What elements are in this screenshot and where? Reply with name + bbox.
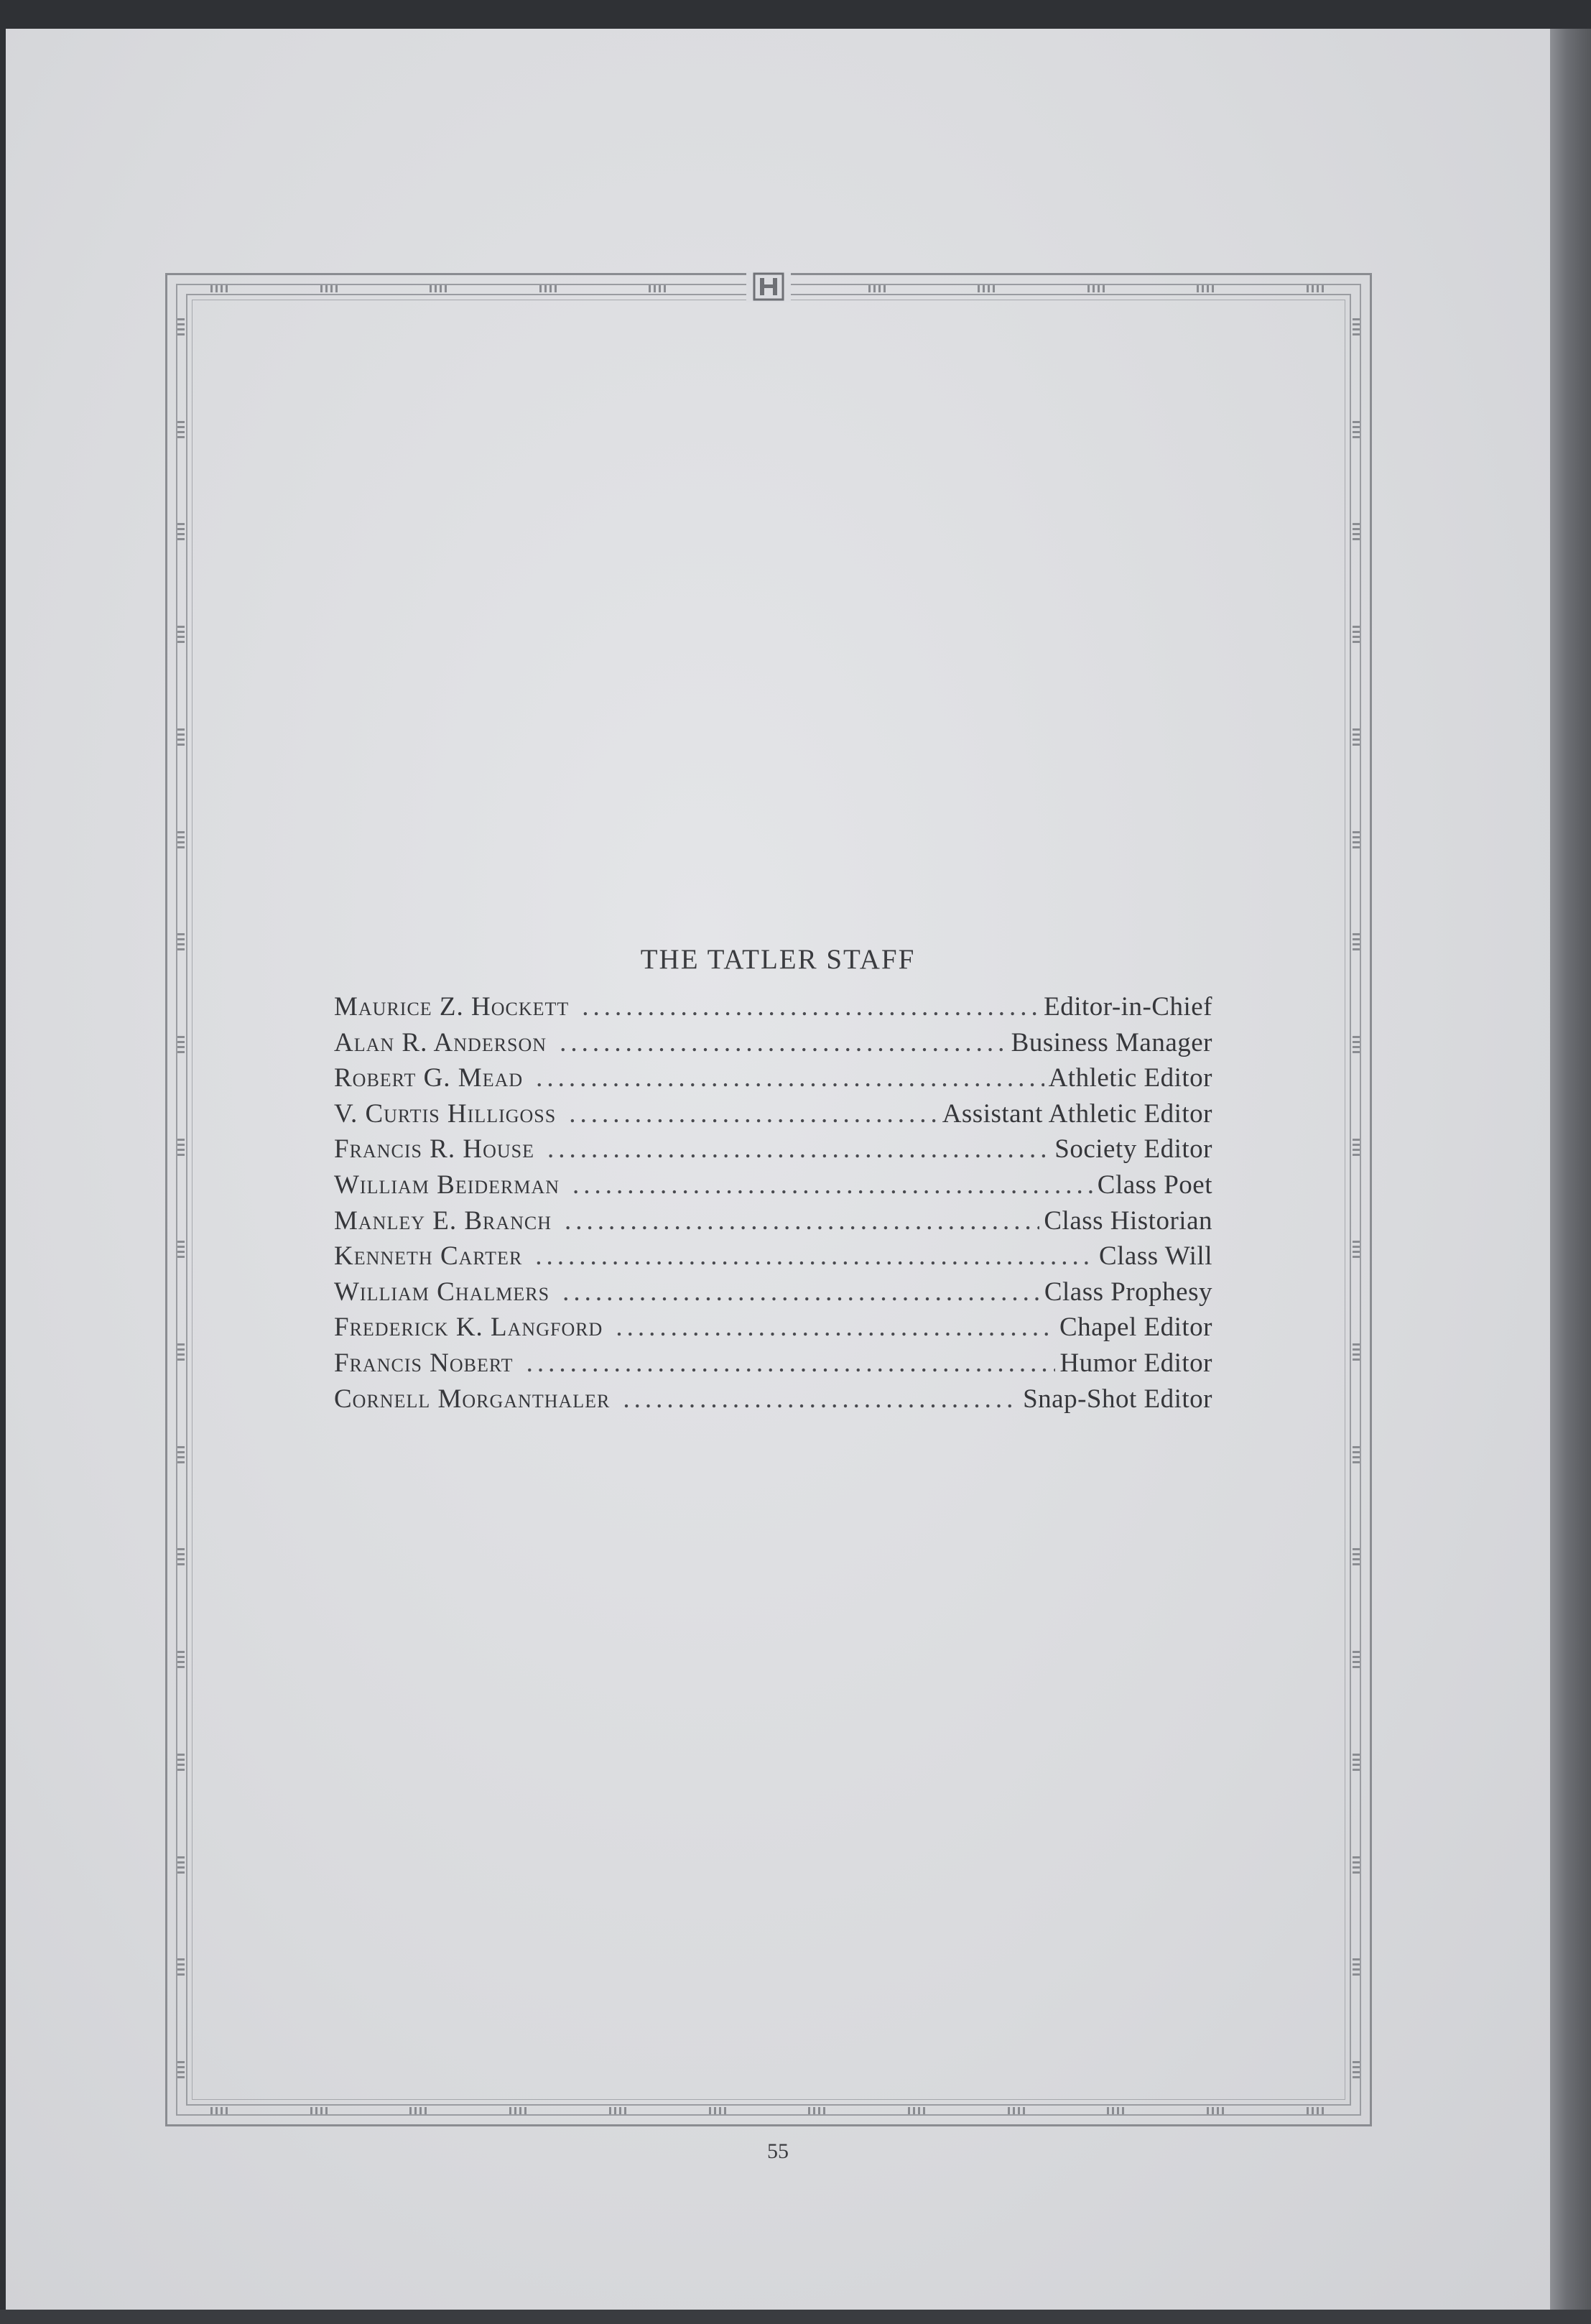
dot-leader: [582, 991, 1039, 1022]
border-ornament-left: [177, 318, 185, 2081]
staff-role: Snap-Shot Editor: [1023, 1384, 1212, 1414]
staff-role: Class Prophesy: [1044, 1277, 1212, 1307]
staff-role: Athletic Editor: [1048, 1063, 1212, 1093]
staff-name: Manley E. Branch: [334, 1205, 552, 1236]
staff-name: Kenneth Carter: [334, 1241, 523, 1272]
yearbook-page: [6, 29, 1550, 2310]
h-monogram-icon: [746, 271, 791, 302]
staff-name: V. Curtis Hilligoss: [334, 1098, 557, 1129]
list-item: [334, 1063, 1212, 1098]
staff-role: Class Historian: [1044, 1205, 1212, 1236]
list-item: [334, 1134, 1212, 1170]
staff-role: Society Editor: [1054, 1134, 1212, 1165]
staff-name: Cornell Morganthaler: [334, 1384, 611, 1414]
border-ornament-bottom: [210, 2107, 1327, 2114]
list-item: [334, 1205, 1212, 1241]
list-item: [334, 1384, 1212, 1420]
page-number: 55: [767, 2139, 789, 2163]
dot-leader: [536, 1063, 1044, 1093]
list-item: [334, 1312, 1212, 1348]
list-item: [334, 1170, 1212, 1205]
staff-name: William Beiderman: [334, 1170, 560, 1200]
dot-leader: [572, 1170, 1093, 1200]
staff-name: Francis R. House: [334, 1134, 534, 1165]
staff-role: Chapel Editor: [1059, 1313, 1212, 1343]
staff-role: Assistant Athletic Editor: [942, 1098, 1212, 1129]
staff-name: Frederick K. Langford: [334, 1313, 603, 1343]
staff-role: Class Will: [1098, 1241, 1212, 1272]
dot-leader: [527, 1348, 1056, 1379]
list-item: [334, 991, 1212, 1027]
border-ornament-right: [1353, 318, 1360, 2081]
list-item: [334, 1241, 1212, 1277]
staff-name: Alan R. Anderson: [334, 1027, 547, 1057]
staff-role: Business Manager: [1011, 1027, 1212, 1057]
list-item: [334, 1348, 1212, 1384]
dot-leader: [560, 1027, 1007, 1058]
staff-name: Robert G. Mead: [334, 1063, 524, 1093]
dot-leader: [565, 1205, 1039, 1236]
list-item: [334, 1277, 1212, 1313]
staff-name: Maurice Z. Hockett: [334, 992, 570, 1022]
page-title: THE TATLER STAFF: [640, 944, 916, 975]
list-item: [334, 1027, 1212, 1063]
staff-name: William Chalmers: [334, 1277, 550, 1307]
staff-role: Editor-in-Chief: [1044, 992, 1212, 1022]
staff-list: [334, 991, 1212, 1419]
dot-leader: [569, 1098, 937, 1129]
staff-role: Class Poet: [1097, 1170, 1212, 1200]
list-item: [334, 1098, 1212, 1134]
staff-role: Humor Editor: [1059, 1348, 1212, 1378]
book-page-edge: [1550, 29, 1591, 2310]
dot-leader: [623, 1384, 1019, 1415]
staff-name: Francis Nobert: [334, 1348, 514, 1378]
dot-leader: [535, 1241, 1095, 1272]
dot-leader: [562, 1277, 1040, 1307]
book-bottom-edge: [0, 2310, 1591, 2324]
dot-leader: [547, 1134, 1050, 1165]
dot-leader: [616, 1312, 1055, 1343]
